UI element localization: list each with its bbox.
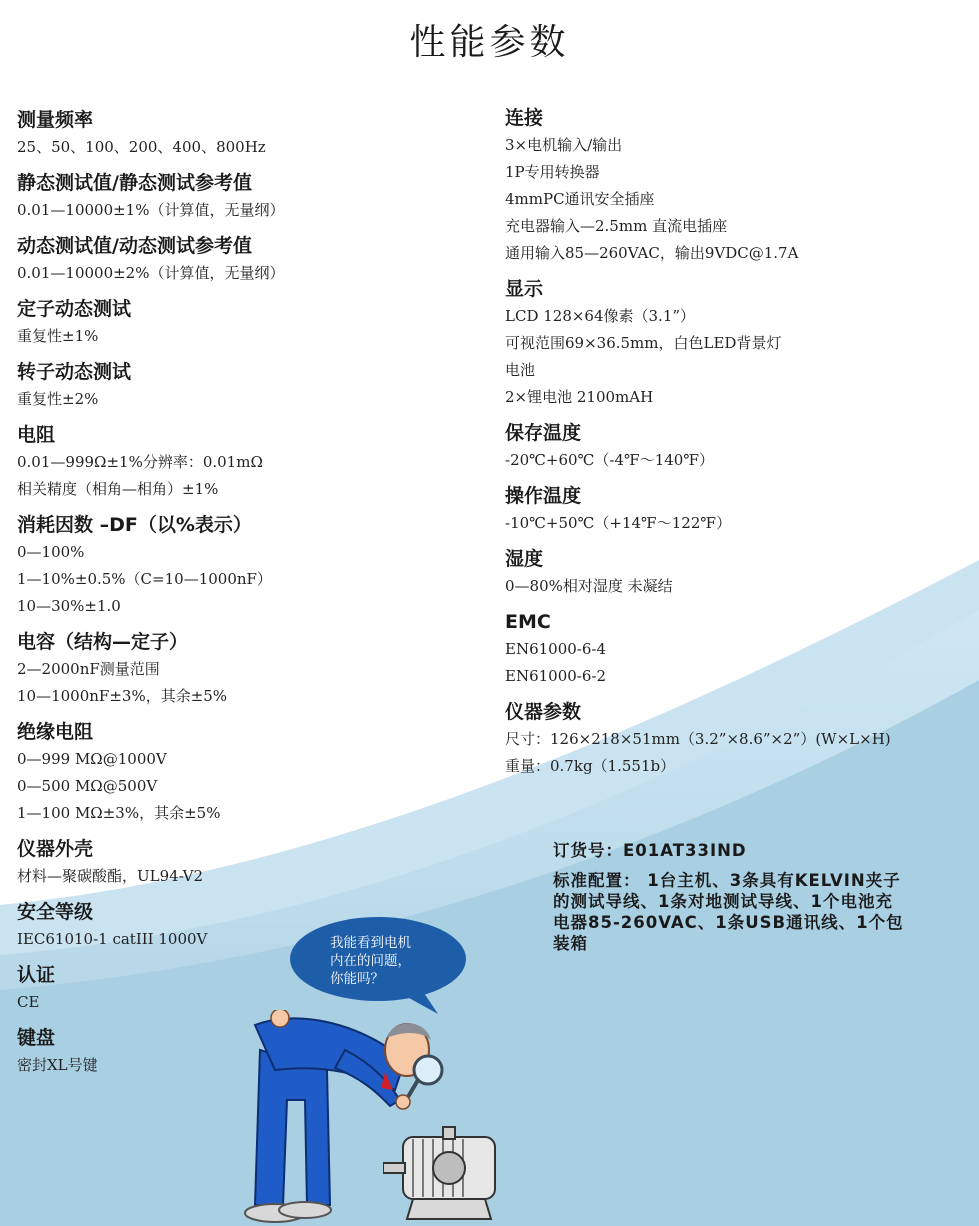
spec-value: LCD 128×64像素（3.1”） bbox=[505, 307, 696, 325]
bubble-line: 内在的问题， bbox=[330, 953, 411, 969]
spec-value: 0—500 MΩ@500V bbox=[17, 777, 158, 795]
spec-heading: 绝缘电阻 bbox=[17, 721, 94, 743]
spec-value: IEC61010-1 catIII 1000V bbox=[17, 930, 208, 948]
spec-section bbox=[17, 628, 487, 710]
spec-value: 0.01—999Ω±1%分辨率：0.01mΩ bbox=[17, 453, 263, 471]
electric-motor-icon bbox=[383, 1125, 513, 1223]
spec-section bbox=[17, 718, 487, 827]
spec-section bbox=[505, 608, 979, 690]
spec-heading: 消耗因数 –DF（以%表示） bbox=[17, 514, 252, 536]
spec-section bbox=[17, 835, 487, 890]
spec-value: 1—10%±0.5%（C=10—1000nF） bbox=[17, 570, 272, 588]
spec-heading: 显示 bbox=[505, 278, 544, 300]
spec-heading: 键盘 bbox=[17, 1027, 56, 1049]
spec-section bbox=[17, 106, 487, 161]
spec-heading: 动态测试值/动态测试参考值 bbox=[17, 235, 252, 257]
spec-value: -10℃+50℃（+14℉～122℉） bbox=[505, 514, 732, 532]
spec-value: 0.01—10000±2%（计算值，无量纲） bbox=[17, 264, 285, 282]
spec-value: 相关精度（相角—相角）±1% bbox=[17, 480, 219, 498]
spec-value: 25、50、100、200、400、800Hz bbox=[17, 138, 266, 156]
order-info bbox=[553, 838, 963, 954]
spec-heading: 连接 bbox=[505, 107, 544, 129]
spec-heading: 静态测试值/静态测试参考值 bbox=[17, 172, 252, 194]
spec-value: 0—80%相对湿度 未凝结 bbox=[505, 577, 673, 595]
spec-value: 重复性±1% bbox=[17, 327, 99, 345]
spec-heading: 转子动态测试 bbox=[17, 361, 132, 383]
spec-section bbox=[17, 511, 487, 620]
right-spec-column bbox=[505, 104, 979, 788]
spec-value: 2×锂电池 2100mAH bbox=[505, 388, 654, 406]
bubble-line: 你能吗？ bbox=[330, 971, 384, 987]
spec-section bbox=[17, 358, 487, 413]
spec-section bbox=[505, 482, 979, 537]
spec-heading: 保存温度 bbox=[505, 422, 582, 444]
spec-value: 密封XL号键 bbox=[17, 1056, 98, 1074]
spec-heading: 定子动态测试 bbox=[17, 298, 132, 320]
spec-section bbox=[505, 275, 979, 411]
spec-value: 1—100 MΩ±3%，其余±5% bbox=[17, 804, 221, 822]
spec-value: EN61000-6-4 bbox=[505, 640, 607, 658]
spec-value: 3×电机输入/输出 bbox=[505, 136, 623, 154]
spec-heading: 仪器外壳 bbox=[17, 838, 94, 860]
spec-value: 重复性±2% bbox=[17, 390, 99, 408]
spec-section bbox=[505, 545, 979, 600]
spec-value: CE bbox=[17, 993, 40, 1011]
spec-value: 0.01—10000±1%（计算值，无量纲） bbox=[17, 201, 285, 219]
spec-heading: EMC bbox=[505, 611, 551, 633]
spec-section bbox=[505, 104, 979, 267]
spec-heading: 电容（结构—定子） bbox=[17, 631, 189, 653]
spec-value: -20℃+60℃（-4℉～140℉） bbox=[505, 451, 715, 469]
order-number: 订货号：E01AT33IND bbox=[553, 841, 747, 860]
spec-value: 0—100% bbox=[17, 543, 85, 561]
spec-value: 10—30%±1.0 bbox=[17, 597, 121, 615]
spec-value: 充电器输入—2.5mm 直流电插座 bbox=[505, 217, 728, 235]
config-line: 装箱 bbox=[553, 934, 588, 953]
spec-section bbox=[505, 698, 979, 780]
spec-heading: 安全等级 bbox=[17, 901, 94, 923]
spec-heading: 测量频率 bbox=[17, 109, 94, 131]
spec-value: 可视范围69×36.5mm，白色LED背景灯 bbox=[505, 334, 782, 352]
spec-value: 通用输入85—260VAC，输出9VDC@1.7A bbox=[505, 244, 799, 262]
spec-heading: 湿度 bbox=[505, 548, 544, 570]
spec-heading: 电阻 bbox=[17, 424, 56, 446]
spec-section bbox=[17, 169, 487, 224]
spec-value: 尺寸：126×218×51mm（3.2”×8.6”×2”）(W×L×H) bbox=[505, 730, 891, 748]
speech-bubble-text bbox=[330, 934, 440, 988]
standard-config bbox=[553, 870, 963, 954]
bubble-line: 我能看到电机 bbox=[330, 935, 411, 951]
spec-value: 1P专用转换器 bbox=[505, 163, 600, 181]
spec-section bbox=[505, 419, 979, 474]
spec-value: 10—1000nF±3%，其余±5% bbox=[17, 687, 228, 705]
spec-value: 0—999 MΩ@1000V bbox=[17, 750, 167, 768]
page-title: 性能参数 bbox=[409, 22, 570, 63]
spec-section bbox=[17, 232, 487, 287]
spec-value: 2—2000nF测量范围 bbox=[17, 660, 160, 678]
spec-section bbox=[17, 421, 487, 503]
config-line: 标准配置： 1台主机、3条具有KELVIN夹子 bbox=[553, 871, 901, 890]
spec-value: 重量：0.7kg（1.551b） bbox=[505, 757, 676, 775]
spec-section bbox=[17, 295, 487, 350]
spec-value: EN61000-6-2 bbox=[505, 667, 607, 685]
spec-heading: 仪器参数 bbox=[505, 701, 582, 723]
spec-value: 电池 bbox=[505, 361, 536, 379]
spec-value: 材料—聚碳酸酯，UL94-V2 bbox=[17, 867, 204, 885]
spec-value: 4mmPC通讯安全插座 bbox=[505, 190, 655, 208]
config-line: 的测试导线、1条对地测试导线、1个电池充 bbox=[553, 892, 893, 911]
config-line: 电器85-260VAC、1条USB通讯线、1个包 bbox=[553, 913, 904, 932]
spec-heading: 认证 bbox=[17, 964, 56, 986]
spec-heading: 操作温度 bbox=[505, 485, 582, 507]
